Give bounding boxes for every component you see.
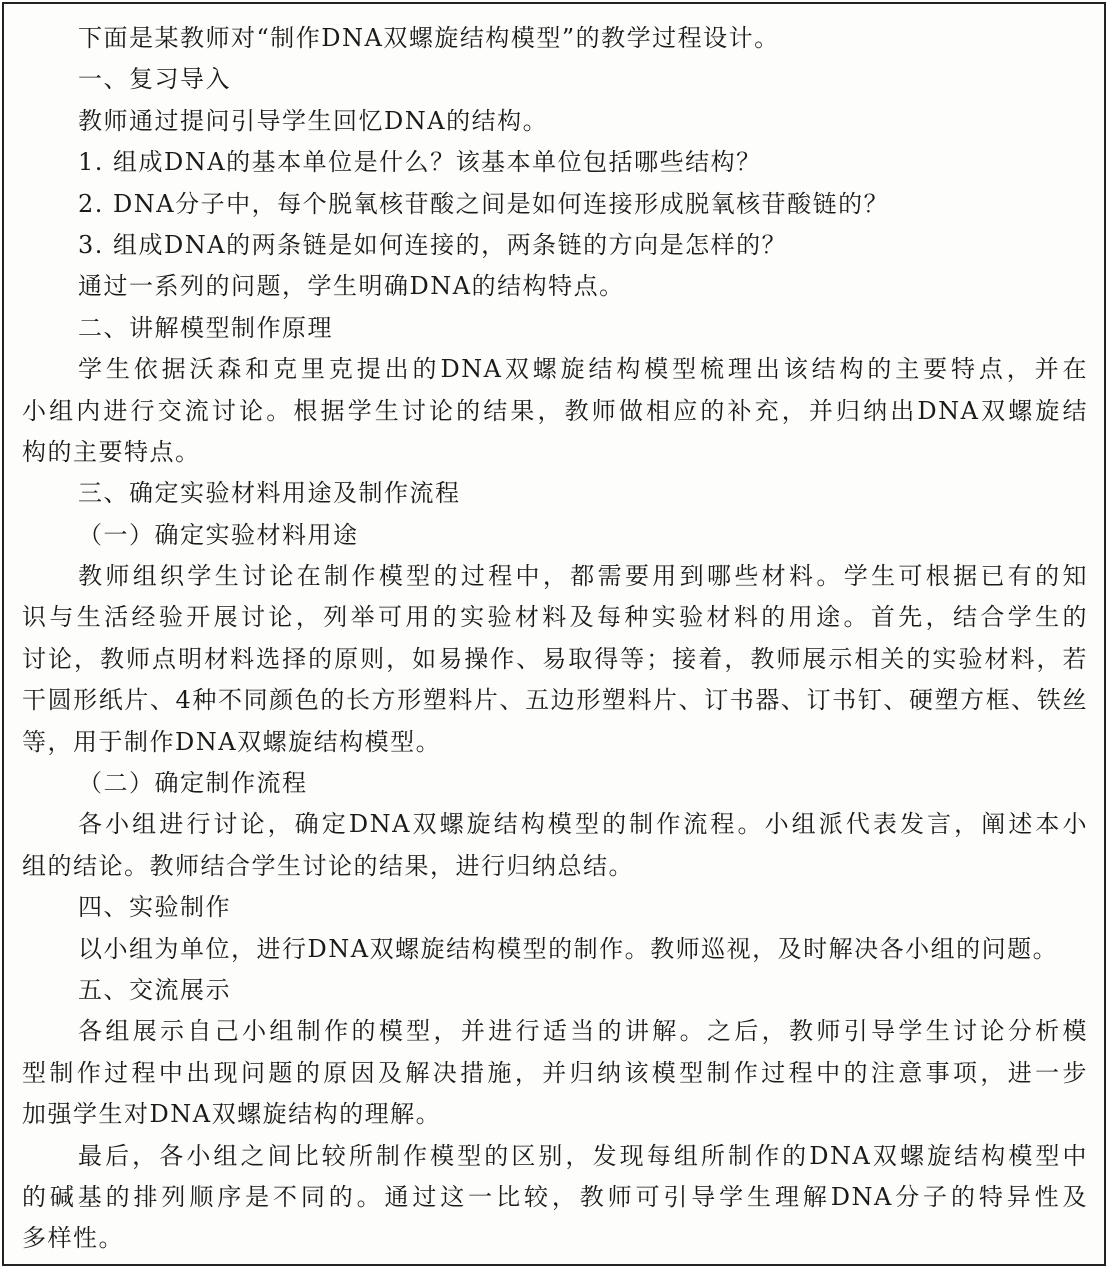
paragraph-line: 加强学生对DNA双螺旋结构的理解。 [22, 1100, 442, 1129]
paragraph-line: 各小组进行讨论，确定DNA双螺旋结构模型的制作流程。小组派代表发言，阐述本小 [78, 810, 1088, 839]
paragraph-line: 通过一系列的问题，学生明确DNA的结构特点。 [78, 272, 625, 301]
section-heading-exchange: 五、交流展示 [78, 975, 231, 1004]
paragraph-line: 各组展示自己小组制作的模型，并进行适当的讲解。之后，教师引导学生讨论分析模 [78, 1017, 1088, 1046]
paragraph-line: 教师组织学生讨论在制作模型的过程中，都需要用到哪些材料。学生可根据已有的知 [78, 562, 1088, 591]
paragraph-line: 干圆形纸片、4种不同颜色的长方形塑料片、五边形塑料片、订书器、订书钉、硬塑方框、铁丝 [22, 686, 1088, 715]
paragraph-line: 以小组为单位，进行DNA双螺旋结构模型的制作。教师巡视，及时解决各小组的问题。 [78, 934, 1059, 963]
paragraph-line: 型制作过程中出现问题的原因及解决措施，并归纳该模型制作过程中的注意事项，进一步 [22, 1058, 1088, 1087]
paragraph-line: 的碱基的排列顺序是不同的。通过这一比较，教师可引导学生理解DNA分子的特异性及 [22, 1182, 1088, 1211]
paragraph-line: 学生依据沃森和克里克提出的DNA双螺旋结构模型梳理出该结构的主要特点，并在 [78, 355, 1088, 384]
paragraph-line: 等，用于制作DNA双螺旋结构模型。 [22, 727, 442, 756]
subsection-heading-materials: （一）确定实验材料用途 [78, 520, 359, 549]
paragraph-line: 识与生活经验开展讨论，列举可用的实验材料及每种实验材料的用途。首先，结合学生的 [22, 603, 1088, 632]
question-1: 1. 组成DNA的基本单位是什么？该基本单位包括哪些结构？ [78, 148, 762, 177]
section-heading-review: 一、复习导入 [78, 65, 231, 94]
document-page [2, 2, 1106, 1266]
question-2: 2. DNA分子中，每个脱氧核苷酸之间是如何连接形成脱氧核苷酸链的？ [78, 189, 890, 218]
paragraph-line: 讨论，教师点明材料选择的原则，如易操作、易取得等；接着，教师展示相关的实验材料，若 [22, 644, 1088, 673]
subsection-heading-process: （二）确定制作流程 [78, 769, 308, 798]
intro-line: 下面是某教师对“制作DNA双螺旋结构模型”的教学过程设计。 [78, 24, 780, 52]
section-heading-principle: 二、讲解模型制作原理 [78, 313, 333, 342]
paragraph-line: 最后，各小组之间比较所制作模型的区别，发现每组所制作的DNA双螺旋结构模型中 [78, 1141, 1088, 1170]
section-heading-materials: 三、确定实验材料用途及制作流程 [78, 479, 461, 508]
question-3: 3. 组成DNA的两条链是如何连接的，两条链的方向是怎样的？ [78, 230, 788, 259]
paragraph-line: 构的主要特点。 [22, 437, 201, 466]
paragraph-line: 多样性。 [22, 1224, 124, 1253]
section-heading-experiment: 四、实验制作 [78, 893, 231, 922]
paragraph-line: 组的结论。教师结合学生讨论的结果，进行归纳总结。 [22, 851, 634, 880]
paragraph-line: 小组内进行交流讨论。根据学生讨论的结果，教师做相应的补充，并归纳出DNA双螺旋结 [22, 396, 1088, 425]
paragraph-line: 教师通过提问引导学生回忆DNA的结构。 [78, 106, 549, 135]
